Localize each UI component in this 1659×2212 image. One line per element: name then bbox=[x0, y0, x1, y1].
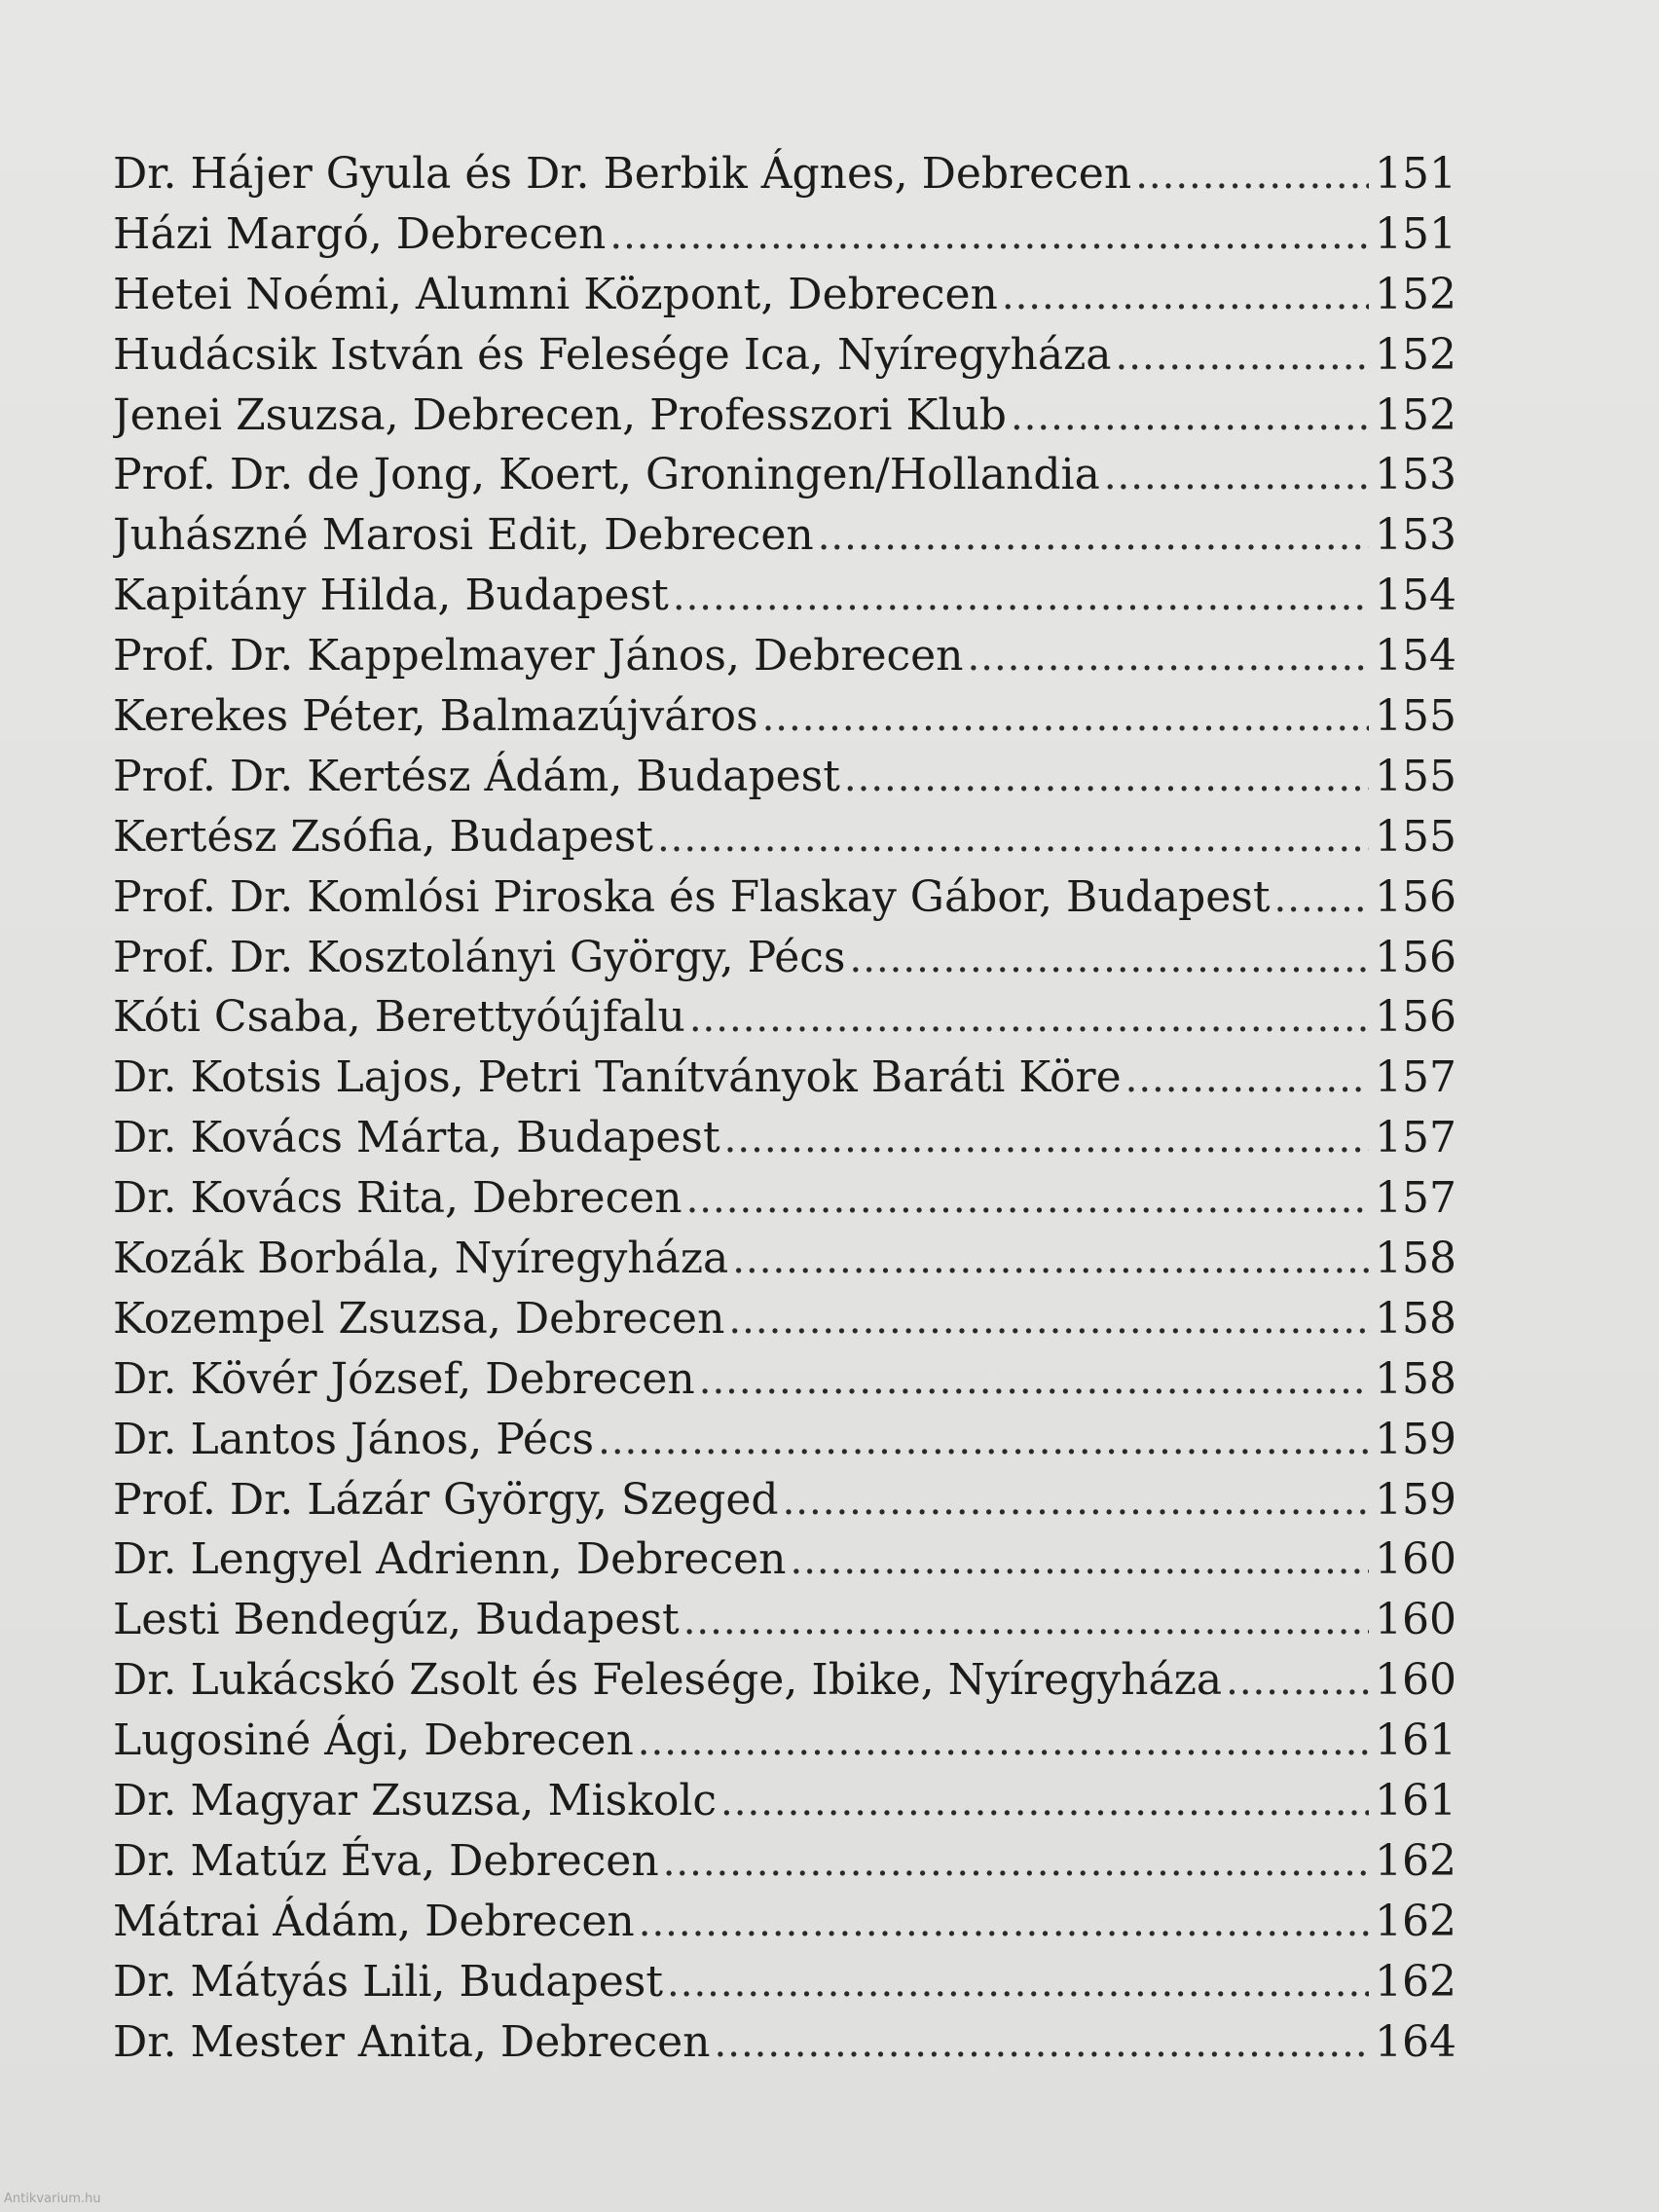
toc-entry-name: Dr. Kövér József, Debrecen bbox=[113, 1353, 695, 1404]
watermark: Antikvarium.hu bbox=[4, 2192, 101, 2206]
dot-leader bbox=[732, 1231, 1369, 1289]
toc-entry bbox=[113, 1410, 1456, 1470]
toc-entry-page-number: 158 bbox=[1375, 1234, 1456, 1284]
toc-entry bbox=[113, 1289, 1456, 1349]
toc-entry-name: Hudácsik István és Felesége Ica, Nyíregyháza bbox=[113, 329, 1112, 380]
toc-entry bbox=[113, 1892, 1456, 1952]
toc-entry-name: Kóti Csaba, Berettyóújfalu bbox=[113, 992, 685, 1043]
toc-entry-page-number: 156 bbox=[1375, 932, 1456, 982]
toc-entry-name: Dr. Mátyás Lili, Budapest bbox=[113, 1956, 664, 2007]
toc-entry-page-number: 154 bbox=[1375, 631, 1456, 682]
toc-entry-name: Dr. Kovács Márta, Budapest bbox=[113, 1113, 720, 1163]
toc-entry-name: Hetei Noémi, Alumni Központ, Debrecen bbox=[113, 269, 998, 319]
toc-entry bbox=[113, 1590, 1456, 1650]
toc-entry-page-number: 152 bbox=[1375, 389, 1456, 440]
toc-entry-page-number: 159 bbox=[1375, 1474, 1456, 1525]
dot-leader bbox=[667, 1954, 1369, 2012]
toc-entry-page-number: 160 bbox=[1375, 1655, 1456, 1706]
dot-leader bbox=[598, 1412, 1369, 1470]
toc-entry-page-number: 155 bbox=[1375, 811, 1456, 862]
toc-entry-name: Dr. Lengyel Adrienn, Debrecen bbox=[113, 1534, 787, 1585]
toc-entry-name: Prof. Dr. de Jong, Koert, Groningen/Hollandia bbox=[113, 450, 1100, 500]
toc-entry-page-number: 157 bbox=[1375, 1113, 1456, 1163]
toc-entry-name: Prof. Dr. Kertész Ádám, Budapest bbox=[113, 751, 840, 801]
toc-entry-name: Kerekes Péter, Balmazújváros bbox=[113, 691, 758, 742]
dot-leader bbox=[639, 1894, 1369, 1952]
toc-entry bbox=[113, 1711, 1456, 1771]
dot-leader bbox=[728, 1291, 1369, 1349]
toc-entry-page-number: 152 bbox=[1375, 269, 1456, 319]
toc-entry bbox=[113, 386, 1456, 446]
dot-leader bbox=[663, 1833, 1369, 1892]
toc-entry-page-number: 162 bbox=[1375, 1956, 1456, 2007]
dot-leader bbox=[1125, 1050, 1369, 1108]
toc-entry-name: Prof. Dr. Kosztolányi György, Pécs bbox=[113, 932, 846, 982]
toc-entry bbox=[113, 1229, 1456, 1289]
toc-entry bbox=[113, 987, 1456, 1048]
dot-leader bbox=[1116, 327, 1369, 386]
dot-leader bbox=[638, 1713, 1369, 1771]
toc-entry-name: Prof. Dr. Lázár György, Szeged bbox=[113, 1474, 779, 1525]
toc-entry-name: Házi Margó, Debrecen bbox=[113, 208, 607, 259]
toc-entry-name: Dr. Mester Anita, Debrecen bbox=[113, 2016, 711, 2067]
toc-entry-page-number: 152 bbox=[1375, 329, 1456, 380]
dot-leader bbox=[1226, 1652, 1369, 1711]
toc-entry-page-number: 157 bbox=[1375, 1173, 1456, 1224]
toc-entry-name: Dr. Lukácskó Zsolt és Felesége, Ibike, Nyíregyháza bbox=[113, 1655, 1223, 1706]
dot-leader bbox=[1135, 146, 1369, 204]
toc-entry bbox=[113, 265, 1456, 325]
dot-leader bbox=[844, 749, 1369, 807]
toc-entry bbox=[113, 686, 1456, 747]
dot-leader bbox=[783, 1472, 1369, 1530]
toc-entry-name: Jenei Zsuzsa, Debrecen, Professzori Klub bbox=[113, 389, 1007, 440]
toc-entry-page-number: 157 bbox=[1375, 1052, 1456, 1103]
toc-entry-name: Dr. Hájer Gyula és Dr. Berbik Ágnes, Debrecen bbox=[113, 149, 1132, 199]
toc-entry-page-number: 154 bbox=[1375, 571, 1456, 621]
toc-entry bbox=[113, 1168, 1456, 1229]
toc-entry-page-number: 160 bbox=[1375, 1534, 1456, 1585]
toc-entry bbox=[113, 626, 1456, 686]
toc-entry-page-number: 159 bbox=[1375, 1414, 1456, 1464]
toc-entry-name: Lugosiné Ági, Debrecen bbox=[113, 1715, 634, 1766]
toc-entry-page-number: 156 bbox=[1375, 992, 1456, 1043]
toc-entry bbox=[113, 928, 1456, 988]
toc-entry-name: Prof. Dr. Kappelmayer János, Debrecen bbox=[113, 631, 964, 682]
toc-entry bbox=[113, 1530, 1456, 1590]
toc-entry-page-number: 164 bbox=[1375, 2016, 1456, 2067]
toc-entry-page-number: 158 bbox=[1375, 1293, 1456, 1344]
toc-entry-name: Kozák Borbála, Nyíregyháza bbox=[113, 1234, 729, 1284]
dot-leader bbox=[673, 568, 1369, 626]
toc-entry-name: Mátrai Ádám, Debrecen bbox=[113, 1896, 635, 1946]
dot-leader bbox=[762, 688, 1369, 747]
toc-entry-name: Dr. Kotsis Lajos, Petri Tanítványok Baráti Köre bbox=[113, 1052, 1122, 1103]
toc-entry-name: Kertész Zsófia, Budapest bbox=[113, 811, 653, 862]
toc-entry bbox=[113, 1349, 1456, 1410]
toc-entry bbox=[113, 566, 1456, 626]
toc-entry bbox=[113, 1108, 1456, 1168]
dot-leader bbox=[968, 628, 1370, 686]
dot-leader bbox=[818, 507, 1369, 566]
toc-entry-page-number: 151 bbox=[1375, 149, 1456, 199]
toc-entry bbox=[113, 807, 1456, 867]
toc-entry-name: Prof. Dr. Komlósi Piroska és Flaskay Gábor, Budapest bbox=[113, 871, 1271, 922]
dot-leader bbox=[1104, 447, 1369, 505]
dot-leader bbox=[720, 1773, 1369, 1831]
toc-entry-page-number: 155 bbox=[1375, 751, 1456, 801]
dot-leader bbox=[1011, 387, 1369, 446]
toc-entry bbox=[113, 867, 1456, 928]
dot-leader bbox=[683, 1592, 1369, 1650]
dot-leader bbox=[715, 2014, 1370, 2073]
toc-entry-page-number: 153 bbox=[1375, 510, 1456, 561]
dot-leader bbox=[724, 1110, 1369, 1168]
toc-entry bbox=[113, 1952, 1456, 2012]
dot-leader bbox=[699, 1351, 1369, 1410]
dot-leader bbox=[686, 1170, 1369, 1229]
toc-entry-page-number: 153 bbox=[1375, 450, 1456, 500]
toc-entry-name: Dr. Magyar Zsuzsa, Miskolc bbox=[113, 1776, 718, 1826]
toc-entry-page-number: 151 bbox=[1375, 208, 1456, 259]
toc-entry-page-number: 161 bbox=[1375, 1776, 1456, 1826]
table-of-contents bbox=[113, 144, 1456, 2073]
toc-entry-page-number: 155 bbox=[1375, 691, 1456, 742]
toc-entry-name: Lesti Bendegúz, Budapest bbox=[113, 1595, 680, 1645]
dot-leader bbox=[1002, 267, 1369, 325]
toc-entry-name: Juhászné Marosi Edit, Debrecen bbox=[113, 510, 814, 561]
toc-entry bbox=[113, 505, 1456, 566]
toc-entry-page-number: 158 bbox=[1375, 1353, 1456, 1404]
toc-entry-page-number: 162 bbox=[1375, 1896, 1456, 1946]
toc-entry-name: Kozempel Zsuzsa, Debrecen bbox=[113, 1293, 725, 1344]
toc-entry bbox=[113, 1831, 1456, 1892]
toc-entry-page-number: 162 bbox=[1375, 1835, 1456, 1886]
toc-entry bbox=[113, 1771, 1456, 1831]
dot-leader bbox=[657, 809, 1369, 867]
toc-entry-name: Dr. Lantos János, Pécs bbox=[113, 1414, 595, 1464]
toc-entry bbox=[113, 1048, 1456, 1108]
dot-leader bbox=[1274, 869, 1369, 928]
dot-leader bbox=[689, 989, 1369, 1048]
toc-entry-name: Dr. Matúz Éva, Debrecen bbox=[113, 1835, 659, 1886]
toc-entry-name: Kapitány Hilda, Budapest bbox=[113, 571, 669, 621]
toc-entry bbox=[113, 747, 1456, 807]
toc-entry bbox=[113, 1470, 1456, 1530]
dot-leader bbox=[850, 930, 1370, 988]
toc-entry-page-number: 156 bbox=[1375, 871, 1456, 922]
toc-entry bbox=[113, 204, 1456, 265]
toc-entry-page-number: 161 bbox=[1375, 1715, 1456, 1766]
toc-entry bbox=[113, 325, 1456, 386]
toc-entry bbox=[113, 1650, 1456, 1711]
toc-entry-name: Dr. Kovács Rita, Debrecen bbox=[113, 1173, 682, 1224]
toc-entry bbox=[113, 445, 1456, 505]
toc-entry-page-number: 160 bbox=[1375, 1595, 1456, 1645]
dot-leader bbox=[609, 206, 1369, 265]
dot-leader bbox=[790, 1531, 1369, 1590]
toc-entry bbox=[113, 144, 1456, 204]
toc-entry bbox=[113, 2012, 1456, 2073]
